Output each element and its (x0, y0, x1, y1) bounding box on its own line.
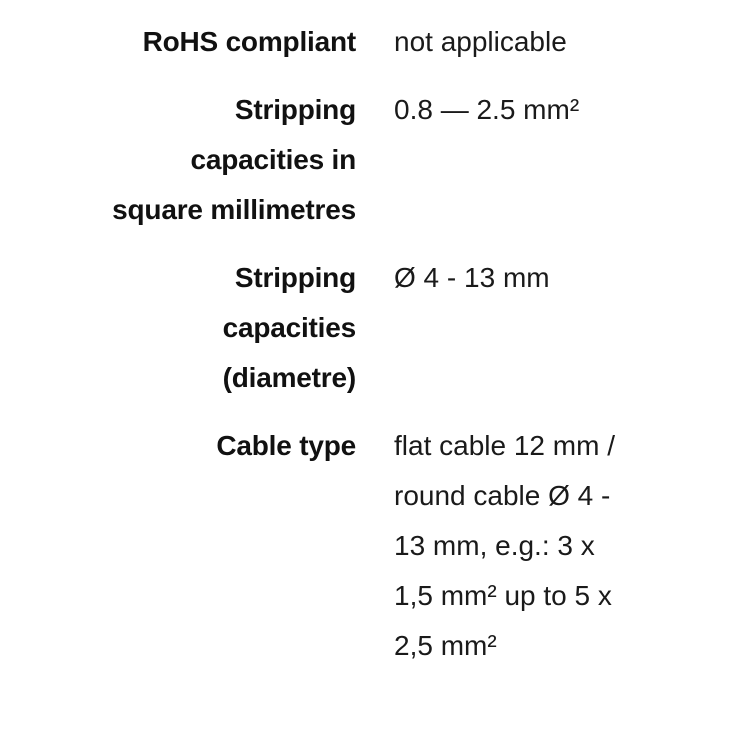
spec-row-rohs (0, 17, 750, 67)
spec-label-rohs: RoHS compliant (142, 26, 356, 57)
row-spacer (0, 403, 750, 421)
spec-row-stripping-diametre (0, 253, 750, 403)
spec-row-stripping-square-mm (0, 85, 750, 235)
spec-label-stripping-square-mm: Stripping capacities in square millimetres (112, 94, 356, 225)
row-spacer (0, 67, 750, 85)
spec-value-cable-type: flat cable 12 mm / round cable Ø 4 - 13 mm, e.g.: 3 x 1,5 mm² up to 5 x 2,5 mm² (394, 430, 615, 661)
spec-table (0, 17, 750, 671)
spec-row-cable-type (0, 421, 750, 671)
spec-label-stripping-diametre: Stripping capacities (diametre) (222, 262, 356, 393)
row-spacer (0, 235, 750, 253)
spec-value-rohs: not applicable (394, 26, 567, 57)
spec-value-stripping-diametre: Ø 4 - 13 mm (394, 262, 550, 293)
spec-value-stripping-square-mm: 0.8 — 2.5 mm² (394, 94, 580, 125)
spec-label-cable-type: Cable type (216, 430, 356, 461)
